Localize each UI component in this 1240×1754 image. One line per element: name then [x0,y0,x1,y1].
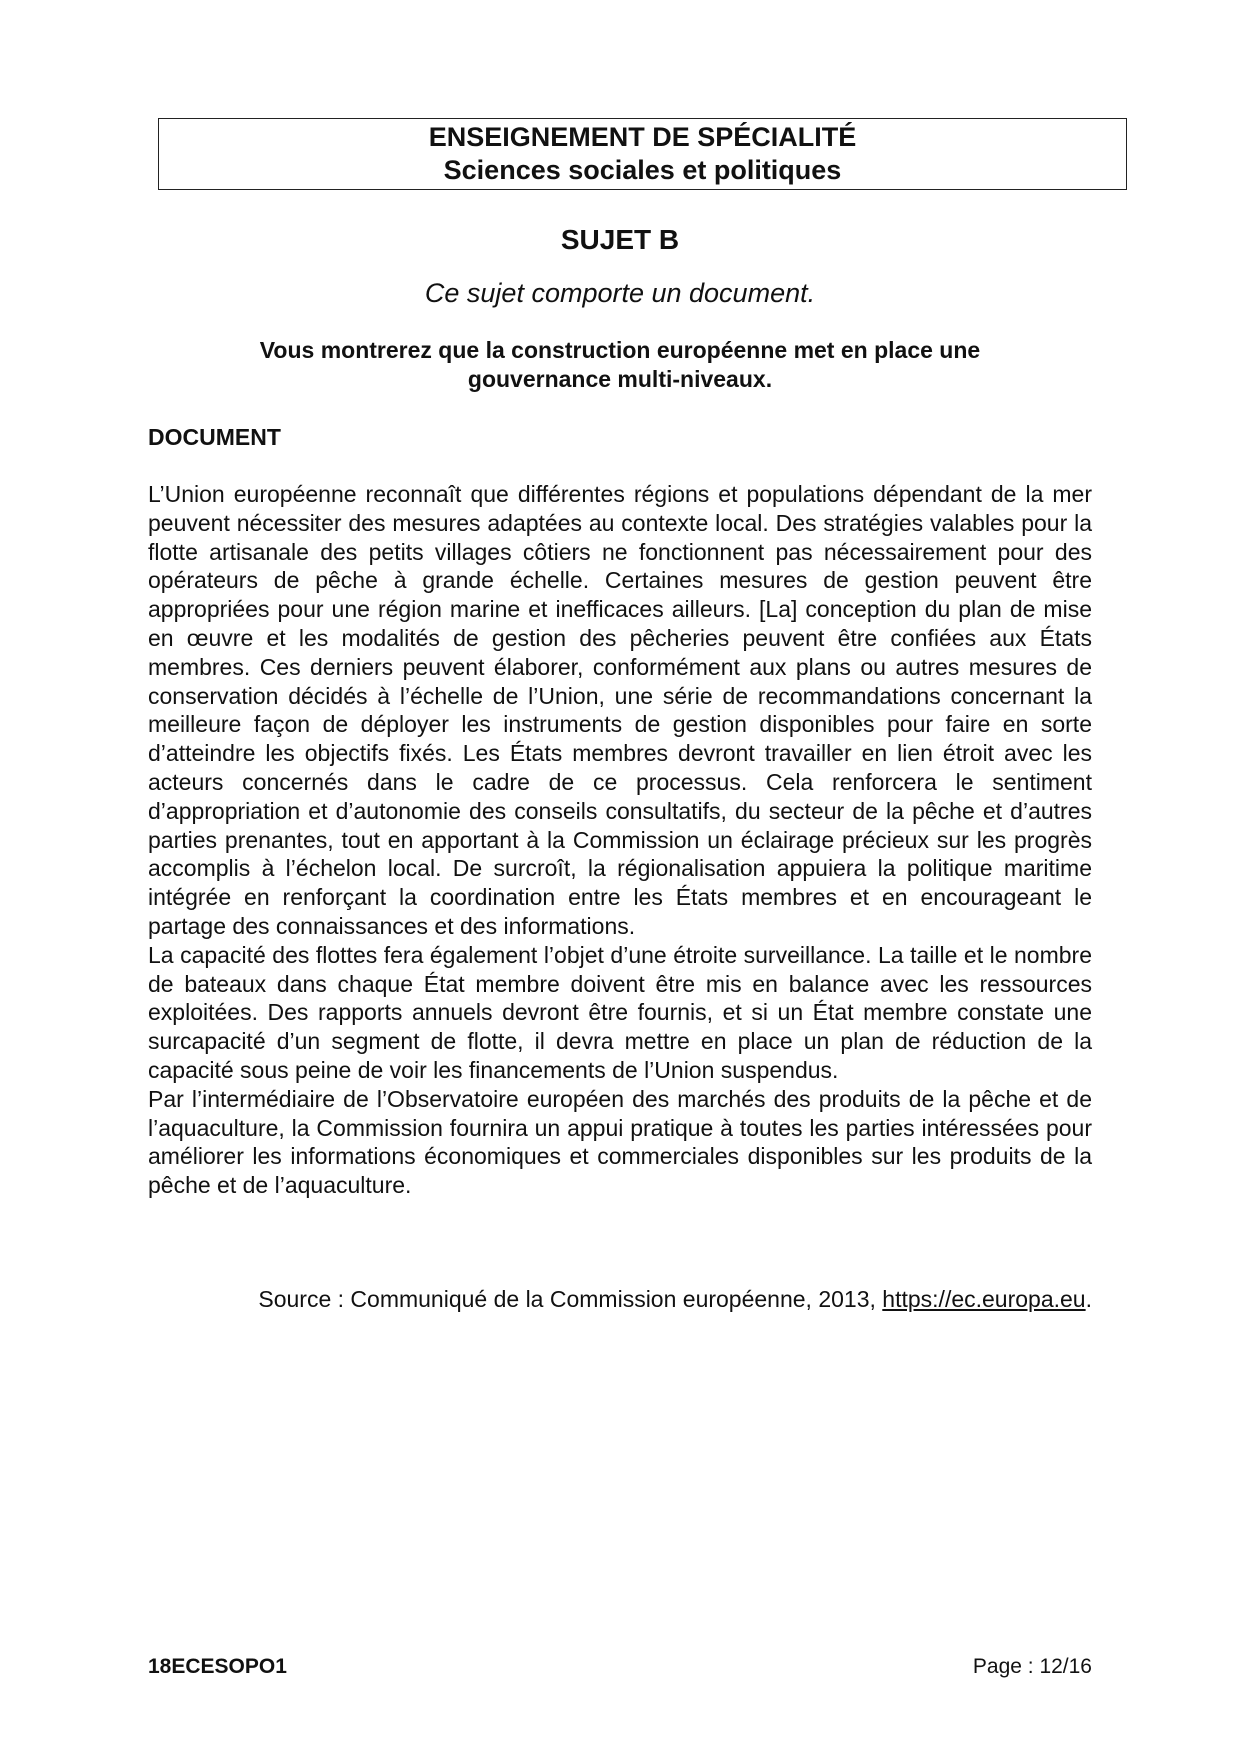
document-body [148,480,1092,1200]
exam-code: 18ECESOPO1 [148,1655,287,1678]
subject-note: Ce sujet comporte un document. [424,278,816,308]
page-number: Page : 12/16 [972,1655,1092,1678]
specialty-subtitle: Sciences sociales et politiques [443,155,842,185]
document-label: DOCUMENT [148,424,281,450]
specialty-header-box [158,118,1127,190]
specialty-title: ENSEIGNEMENT DE SPÉCIALITÉ [428,122,857,152]
source-link[interactable]: https://ec.europa.eu [882,1286,1086,1312]
document-paragraph: Par l’intermédiaire de l’Observatoire européen des marchés des produits de la pêche et de l’aquaculture, la Commission fournira un appui pratique à toutes les parties intéressées pour améliorer les informations économiques et commerciales disponibles sur les produits de la pêche et de l’aquaculture. [148,1085,1092,1199]
document-paragraph: L’Union européenne reconnaît que différentes régions et populations dépendant de la mer peuvent nécessiter des mesures adaptées au contexte local. Des stratégies valables pour la flotte artisanale des petits villages côtiers ne fonctionnent pas nécessairement pour des opérateurs de pêche à grande échelle. Certaines mesures de gestion peuvent être appropriées pour une région marine et inefficaces ailleurs. [La] conception du plan de mise en œuvre et les modalités de gestion des pêcheries peuvent être confiées aux États membres. Ces derniers peuvent élaborer, conformément aux plans ou autres mesures de conservation décidés à l’échelle de l’Union, une série de recommandations concernant la meilleure façon de déployer les instruments de gestion disponibles pour faire en sorte d’atteindre les objectifs fixés. Les États membres devront travailler en lien étroit avec les acteurs concernés dans le cadre de ce processus. Cela renforcera le sentiment d’appropriation et d’autonomie des conseils consultatifs, du secteur de la pêche et d’autres parties prenantes, tout en apportant à la Commission un éclairage précieux sur les progrès accomplis à l’échelon local. De surcroît, la régionalisation appuiera la politique maritime intégrée en renforçant la coordination entre les États membres et en encourageant le partage des connaissances et des informations. [148,481,1092,939]
document-paragraph: La capacité des flottes fera également l’objet d’une étroite surveillance. La taille et le nombre de bateaux dans chaque État membre doivent être mis en balance avec les ressources exploitées. Des rapports annuels devront être fournis, et si un État membre constate une surcapacité d’un segment de flotte, il devra mettre en place un plan de réduction de la capacité sous peine de voir les financements de l’Union suspendus. [148,941,1092,1083]
question-prompt: Vous montrerez que la construction européenne met en place une gouvernance multi-niveaux. [259,337,981,392]
document-source [148,1286,1092,1313]
subject-title: SUJET B [560,224,680,255]
source-suffix: . [1085,1286,1092,1312]
source-text: Source : Communiqué de la Commission européenne, 2013, [258,1286,883,1312]
